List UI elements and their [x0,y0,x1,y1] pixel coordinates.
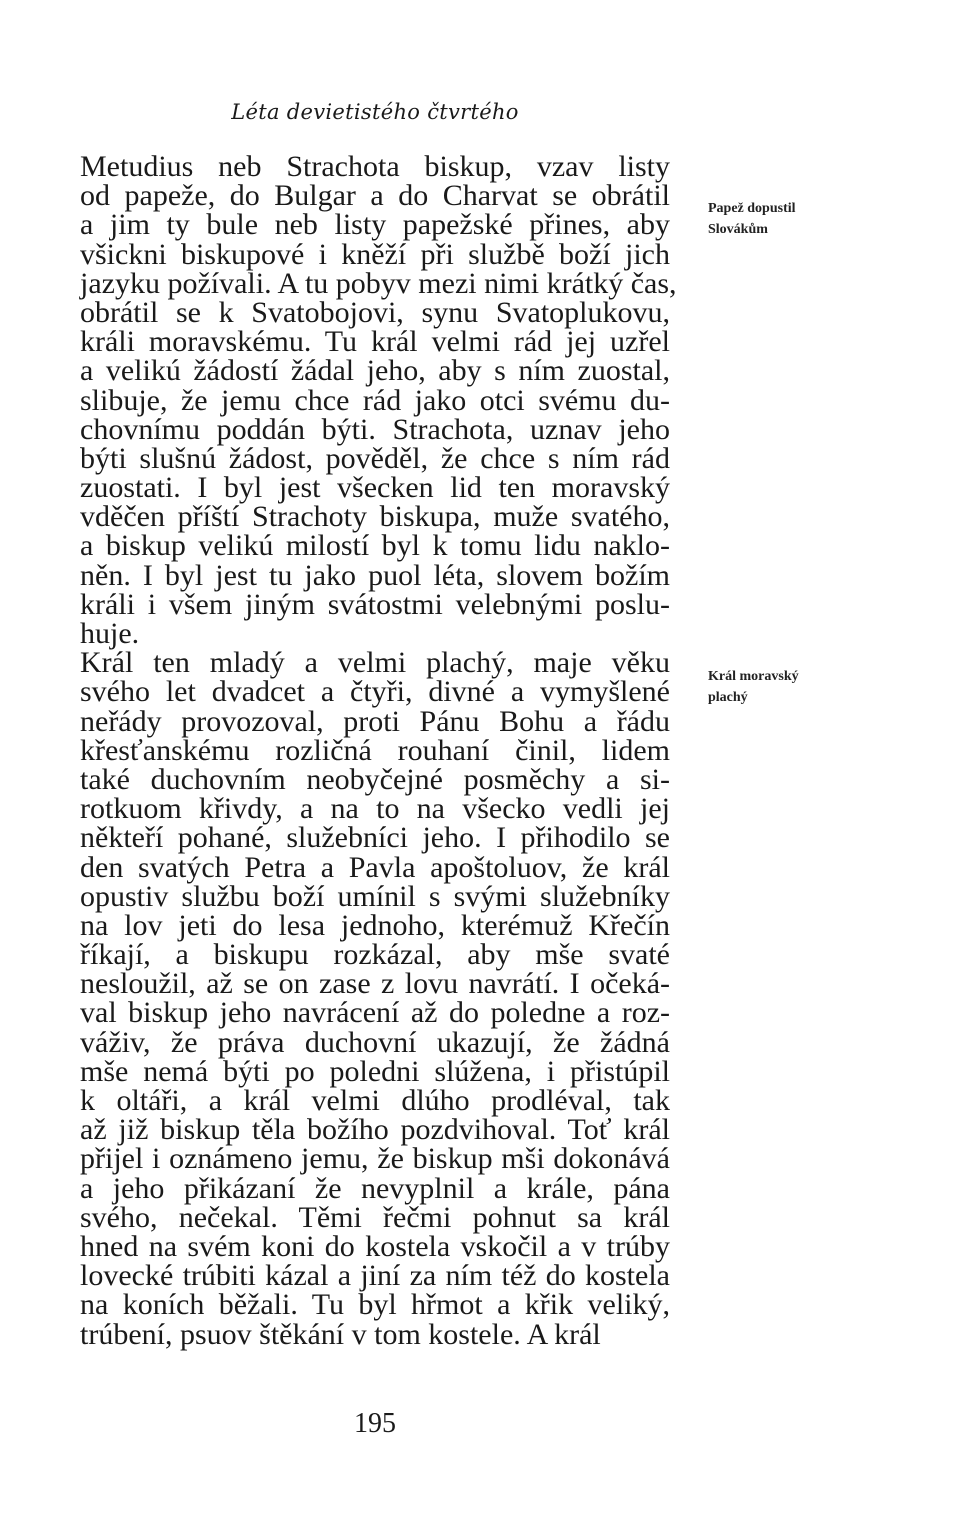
text-line: huje. [80,617,140,650]
running-head: Léta devietistého čtvrtého [231,100,519,124]
text-line: králi i všem jiným svátostmi velebnými poslu- [80,587,670,621]
text-line: mše nemá býti po poledni slúžena, i přistúpil [80,1054,670,1088]
text-line: také duchovním neobyčejné posměchy a si- [80,762,670,796]
text-line: a jim ty bule neb listy papežské přines, aby [80,208,670,242]
text-line: býti slušnú žádost, pověděl, že chce s ním rád [80,441,670,475]
margin-note-king [708,666,908,708]
text-line: a jeho přikázaní že nevyplnil a krále, pána [80,1171,670,1205]
text-line: k oltáři, a král velmi dlúho prodléval, tak [80,1084,670,1117]
text-line: někteří pohané, služebníci jeho. I přihodilo se [80,821,670,855]
text-line: obrátil se k Svatobojovi, synu Svatoplukovu, [80,295,670,329]
body-text [80,150,677,1351]
text-line: rotkuom křivdy, a na to na všecko vedli jej [80,792,670,826]
text-line: až již biskup těla božího pozdvihoval. Toť král [80,1113,670,1147]
text-line: něn. I byl jest tu jako puol léta, slovem božím [80,558,670,592]
text-line: všickni biskupové i kněží při službě boží jich [80,237,670,271]
text-line: svého let dvadcet a čtyři, divné a vymyšlené [80,675,670,709]
text-line: lovecké trúbiti kázal a jiní za ním též do kostela [80,1259,670,1293]
text-line: od papeže, do Bulgar a do Charvat se obrátil [80,179,670,213]
text-line: trúbení, psuov štěkání v tom kostele. A král [80,1317,601,1351]
text-line: přijel i oznámeno jemu, že biskup mši dokonává [80,1142,670,1176]
text-line: vděčen příští Strachoty biskupa, muže svatého, [80,500,670,534]
text-line: val biskup jeho navrácení až do poledne a roz- [80,996,670,1030]
text-line: na koních běžali. Tu byl hřmot a křik veliký, [80,1288,670,1322]
text-line: svého, nečekal. Těmi řečmi pohnut sa král [80,1200,670,1234]
text-line: a velikú žádostí žádal jeho, aby s ním zuostal, [80,354,670,388]
text-line: jazyku požívali. A tu pobyv mezi nimi krátký čas, [80,266,677,300]
margin-note-line: Papež dopustil [708,201,796,216]
text-line: slibuje, že jemu chce rád jako otci svému du- [80,383,670,417]
text-line: králi moravskému. Tu král velmi rád jej uzřel [80,325,670,359]
text-line: a biskup velikú milostí byl k tomu lidu naklo- [80,529,670,563]
margin-note-line: Král moravský [708,669,799,684]
margin-note-line: plachý [708,690,748,705]
text-line: křesťanskému rozličná rouhaní činil, lidem [80,733,670,767]
text-line: nesloužil, až se on zase z lovu navrátí. I očeká- [80,967,670,1001]
text-line: chovnímu poddán býti. Strachota, uznav jeho [80,412,670,446]
text-line: váživ, že práva duchovní ukazují, že žádná [80,1025,670,1059]
text-line: hned na svém koni do kostela vskočil a v trúby [80,1229,670,1263]
text-line: zuostati. I byl jest všecken lid ten moravský [80,471,670,505]
text-line: neřády provozoval, proti Pánu Bohu a řádu [80,704,670,738]
text-line: opustiv službu boží umínil s svými služebníky [80,879,670,913]
text-line: den svatých Petra a Pavla apoštoluov, že král [80,850,670,884]
text-line: Král ten mladý a velmi plachý, maje věku [80,646,670,680]
text-line: Metudius neb Strachota biskup, vzav listy [80,150,670,183]
text-line: na lov jeti do lesa jednoho, kterémuž Křečín [80,908,670,942]
margin-note-pope [708,198,908,240]
text-line: říkají, a biskupu rozkázal, aby mše svaté [80,938,670,972]
page-number: 195 [354,1408,396,1439]
margin-note-line: Slovákům [708,222,768,237]
